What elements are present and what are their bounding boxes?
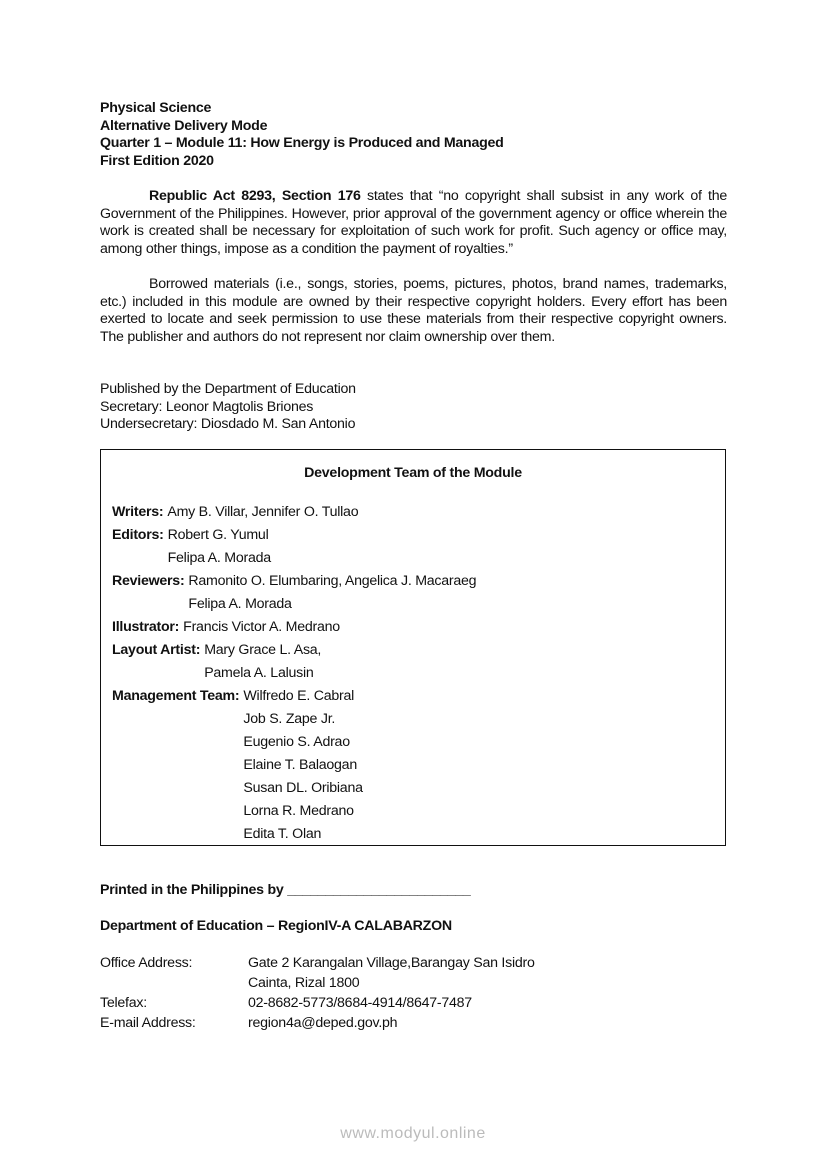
printed-by: Printed in the Philippines by ________________________ xyxy=(100,882,471,898)
team-member-name: Edita T. Olan xyxy=(243,826,322,842)
copyright-text: states that “no copyright shall subsist in any work of the Government of the Philippines. However, prior approval of the government agency or office wherein the work is created shall be necessary for exploitation of such work for profit. Such agency or office may, among other things, impose as a condition the payment of royalties.” xyxy=(100,188,727,257)
module-header xyxy=(100,100,727,170)
team-member-name: Pamela A. Lalusin xyxy=(204,665,314,681)
delivery-mode: Alternative Delivery Mode xyxy=(100,117,268,134)
borrowed-materials-notice xyxy=(100,276,727,346)
team-member-name: Mary Grace L. Asa, xyxy=(204,642,322,658)
team-member-name: Susan DL. Oribiana xyxy=(243,780,363,796)
role-label: Management Team: xyxy=(112,688,240,704)
team-member-name: Eugenio S. Adrao xyxy=(243,734,350,750)
copyright-law: Republic Act 8293, Section 176 xyxy=(149,188,361,204)
contact-info xyxy=(100,953,535,1033)
role-label: Illustrator: xyxy=(112,619,180,635)
role-label: Layout Artist: xyxy=(112,642,201,658)
team-member-name: Elaine T. Balaogan xyxy=(243,757,357,773)
team-role-row xyxy=(112,501,476,524)
region-office: Department of Education – RegionIV-A CALABARZON xyxy=(100,918,452,934)
publisher-info xyxy=(100,381,727,434)
team-list xyxy=(112,501,476,846)
team-member-name: Francis Victor A. Medrano xyxy=(183,619,340,635)
subject-title: Physical Science xyxy=(100,100,212,116)
contact-row xyxy=(100,953,535,973)
role-label: Editors: xyxy=(112,527,164,543)
team-member-name: Lorna R. Medrano xyxy=(243,803,354,819)
publisher: Published by the Department of Education xyxy=(100,381,356,397)
team-role-row xyxy=(112,616,476,639)
contact-row xyxy=(100,1013,535,1033)
module-title: Quarter 1 – Module 11: How Energy is Produced and Managed xyxy=(100,135,504,152)
team-member-name: Job S. Zape Jr. xyxy=(243,711,336,727)
team-role-row xyxy=(112,685,476,846)
undersecretary: Undersecretary: Diosdado M. San Antonio xyxy=(100,416,356,433)
contact-value: 02-8682-5773/8684-4914/8647-7487 xyxy=(248,995,472,1011)
contact-value: Cainta, Rizal 1800 xyxy=(248,975,360,991)
borrowed-text: Borrowed materials (i.e., songs, stories, poems, pictures, photos, brand names, trademarks, etc.) included in this module are owned by their respective copyright holders. Every effort has been exerted to locate and seek permission to use these materials from their respective copyright owners. The publisher and authors do not represent nor claim ownership over them. xyxy=(100,276,727,345)
contact-value: Gate 2 Karangalan Village,Barangay San Isidro xyxy=(248,955,535,971)
team-member-name: Felipa A. Morada xyxy=(188,596,292,612)
team-title: Development Team of the Module xyxy=(304,465,522,481)
team-role-row xyxy=(112,639,476,685)
contact-row xyxy=(100,973,535,993)
watermark: www.modyul.online xyxy=(340,1125,486,1142)
team-member-name: Felipa A. Morada xyxy=(167,550,271,566)
team-member-name: Wilfredo E. Cabral xyxy=(243,688,355,704)
role-label: Reviewers: xyxy=(112,573,185,589)
secretary: Secretary: Leonor Magtolis Briones xyxy=(100,398,314,415)
team-member-name: Ramonito O. Elumbaring, Angelica J. Macaraeg xyxy=(188,573,477,589)
team-role-row xyxy=(112,570,476,616)
contact-label: E-mail Address: xyxy=(100,1015,196,1031)
edition: First Edition 2020 xyxy=(100,152,214,169)
team-role-row xyxy=(112,524,476,570)
contact-row xyxy=(100,993,535,1013)
development-team-box xyxy=(100,449,726,846)
team-member-name: Amy B. Villar, Jennifer O. Tullao xyxy=(167,504,359,520)
copyright-notice xyxy=(100,188,727,258)
team-member-name: Robert G. Yumul xyxy=(167,527,269,543)
contact-label: Office Address: xyxy=(100,955,193,971)
email-link[interactable]: region4a@deped.gov.ph xyxy=(248,1015,398,1031)
contact-label: Telefax: xyxy=(100,995,147,1011)
role-label: Writers: xyxy=(112,504,164,520)
